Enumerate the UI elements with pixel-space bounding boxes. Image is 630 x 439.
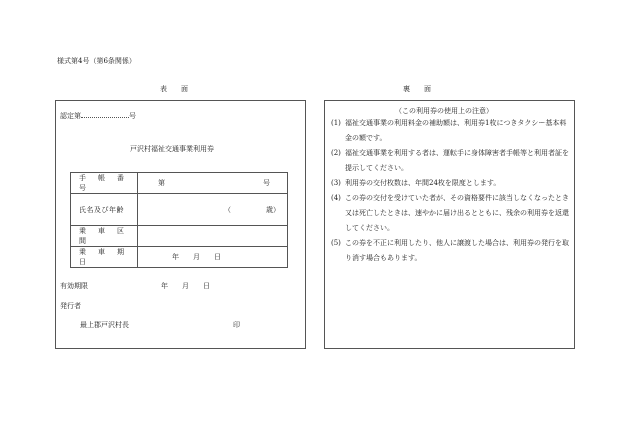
field-label: 手 帳 番 号 bbox=[71, 173, 138, 194]
table-row bbox=[71, 226, 288, 247]
list-item bbox=[331, 116, 571, 146]
notes-list bbox=[331, 116, 571, 266]
issuer-name: 最上郡戸沢村長 bbox=[80, 321, 129, 329]
table-row bbox=[71, 173, 288, 194]
list-item bbox=[331, 191, 571, 236]
field-label: 乗 車 区 間 bbox=[71, 226, 138, 247]
form-number: 様式第4号（第6条関係） bbox=[57, 57, 136, 65]
seal-mark: 印 bbox=[233, 321, 240, 329]
field-value-name-age: （ 歳） bbox=[138, 194, 288, 226]
note-text: 利用券の交付枚数は、年間24枚を限度とします。 bbox=[345, 179, 501, 187]
note-text: この券の交付を受けていた者が、その資格要件に該当しなくなったとき又は死亡したときは、速やかに届け出るとともに、残余の利用券を返還してください。 bbox=[345, 194, 569, 232]
list-item bbox=[331, 146, 571, 176]
issuer-label: 発行者 bbox=[60, 302, 81, 310]
note-number: (1) bbox=[331, 119, 341, 127]
note-number: (3) bbox=[331, 179, 341, 187]
cert-suffix: 号 bbox=[129, 112, 136, 120]
field-label: 乗 車 期 日 bbox=[71, 247, 138, 268]
note-number: (5) bbox=[331, 239, 341, 247]
note-number: (2) bbox=[331, 149, 341, 157]
back-heading: 裏 面 bbox=[403, 85, 431, 93]
field-value-ride-date: 年 月 日 bbox=[138, 247, 288, 268]
field-value-route bbox=[138, 226, 288, 247]
cert-prefix: 認定第 bbox=[60, 112, 81, 120]
certification-number bbox=[60, 110, 136, 121]
field-label: 氏名及び年齢 bbox=[71, 194, 138, 226]
ticket-title: 戸沢村福祉交通事業利用券 bbox=[130, 145, 214, 153]
list-item bbox=[331, 236, 571, 266]
note-number: (4) bbox=[331, 194, 341, 202]
cert-number-blank bbox=[81, 110, 129, 118]
validity-label: 有効期限 bbox=[60, 282, 88, 290]
front-heading: 表 面 bbox=[160, 85, 188, 93]
validity-value: 年 月 日 bbox=[161, 282, 210, 290]
note-text: この券を不正に利用したり、他人に譲渡した場合は、利用券の発行を取り消す場合もあります。 bbox=[345, 239, 569, 262]
note-text: 福祉交通事業を利用する者は、運転手に身体障害者手帳等と利用者証を提示してください。 bbox=[345, 149, 569, 172]
table-row bbox=[71, 194, 288, 226]
note-text: 福祉交通事業の利用料金の補助額は、利用券1枚につきタクシー基本料金の額です。 bbox=[345, 119, 567, 142]
list-item bbox=[331, 176, 571, 191]
field-value-handbook-number: 第 号 bbox=[138, 173, 288, 194]
ticket-fields-table bbox=[70, 172, 288, 268]
table-row bbox=[71, 247, 288, 268]
notes-title: （この利用券の使用上の注意） bbox=[395, 107, 493, 115]
